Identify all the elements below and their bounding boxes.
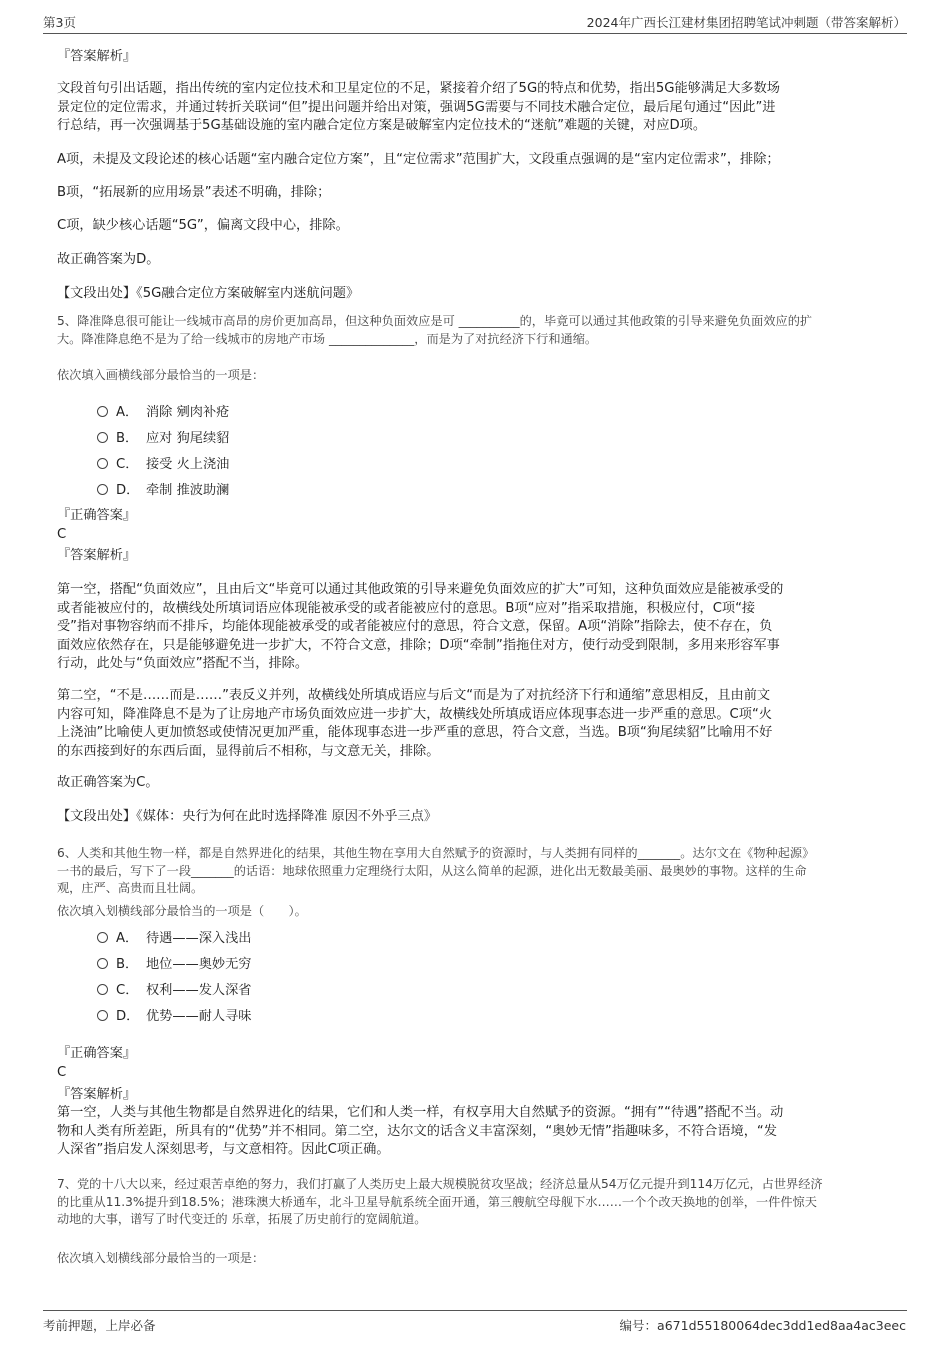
q5-stem-line: 大。降准降息绝不是为了给一线城市的房地产市场 ______________，而是为了对抗经济下行和通缩。: [57, 331, 598, 346]
footer-code-value: a671d55180064dec3dd1ed8aa4ac3eec: [657, 1318, 906, 1333]
q5-analysis-line: 的东西接到好的东西后面，显得前后不相称，与文意无关，排除。: [57, 743, 440, 759]
q5-conclusion: 故正确答案为C。: [57, 775, 159, 790]
page-number: 第3页: [43, 15, 76, 30]
q4-analysis-line: 行总结，再一次强调基于5G基础设施的室内融合定位方案是破解室内定位技术的“迷航”难题的关键，对应D项。: [57, 118, 707, 133]
option-letter: A．: [116, 405, 139, 420]
option-letter: D．: [116, 1009, 140, 1024]
q5-source: 【文段出处】《媒体：央行为何在此时选择降准 原因不外乎三点》: [57, 809, 438, 824]
q5-analysis-line: 内容可知，降准降息不是为了让房地产市场负面效应进一步扩大，故横线处所填成语应体现事态进一步严重的意思。C项“火: [57, 706, 772, 722]
option-text: 优势——耐人寻味: [146, 1009, 252, 1024]
q5-stem-line: 5、降准降息很可能让一线城市高昂的房价更加高昂，但这种负面效应是可 __________的，毕竟可以通过其他政策的引导来避免负面效应的扩: [57, 314, 813, 328]
q4-source: 【文段出处】《5G融合定位方案破解室内迷航问题》: [57, 286, 360, 301]
q5-analysis-line: 上浇油”比喻使人更加愤怒或使情况更加严重，能体现事态进一步严重的意思，符合文意，当选。B项“狗尾续貂”比喻用不好: [57, 725, 773, 740]
q6-option-c[interactable]: [97, 979, 252, 998]
option-text: 地位——奥妙无穷: [146, 957, 252, 972]
option-text: 接受 火上浇油: [146, 457, 230, 472]
footer-divider: [43, 1310, 907, 1311]
q5-option-a[interactable]: [97, 401, 229, 420]
radio-icon[interactable]: [97, 1010, 108, 1021]
q6-stem: [57, 845, 897, 898]
q6-analysis-label: 『答案解析』: [57, 1087, 137, 1102]
q4-option-a-note: A项，未提及文段论述的核心话题“室内融合定位方案”，且“定位需求”范围扩大，文段重点强调的是“室内定位需求”，排除；: [57, 152, 780, 167]
footer-code: [620, 1316, 906, 1334]
q5-analysis-line: 面效应依然存在，只是能够避免进一步扩大，不符合文意，排除；D项“牵制”指拖住对方，使行动受到限制，多用来形容军事: [57, 637, 780, 653]
q4-option-c-note: C项，缺少核心话题“5G”，偏离文段中心，排除。: [57, 218, 349, 233]
radio-icon[interactable]: [97, 484, 108, 495]
q7-stem-line: 的比重从11.3%提升到18.5%；港珠澳大桥通车，北斗卫星导航系统全面开通，第三艘航空母舰下水……一个个改天换地的创举，一件件惊天: [57, 1194, 817, 1209]
q5-analysis-label: 『答案解析』: [57, 548, 137, 563]
q6-answer-label: 『正确答案』: [57, 1046, 137, 1061]
radio-icon[interactable]: [97, 932, 108, 943]
q5-option-d[interactable]: [97, 479, 229, 498]
q5-answer-label: 『正确答案』: [57, 508, 137, 523]
q6-stem-line: 一书的最后，写下了一段_______的话语：地球依照重力定理绕行太阳，从这么简单的起源，进化出无数最美丽、最奥妙的事物。这样的生命: [57, 863, 807, 878]
radio-icon[interactable]: [97, 958, 108, 969]
q7-stem-line: 动地的大事，谱写了时代变迁的 乐章，拓展了历史前行的宽阔航道。: [57, 1212, 427, 1226]
option-letter: D．: [116, 483, 140, 498]
header-divider: [43, 33, 907, 34]
q5-option-c[interactable]: [97, 453, 229, 472]
q4-analysis: [57, 80, 897, 136]
q6-stem-line: 观，庄严、高贵而且壮阔。: [57, 881, 204, 895]
q6-answer: C: [57, 1065, 67, 1080]
option-text: 权利——发人深省: [146, 983, 252, 998]
q7-prompt: 依次填入划横线部分最恰当的一项是：: [57, 1251, 265, 1265]
q6-option-a[interactable]: [97, 927, 252, 946]
q4-analysis-line: 景定位的定位需求，并通过转折关联词“但”提出问题并给出对策，强调5G需要与不同技术融合定位，最后尾句通过“因此”进: [57, 99, 776, 115]
q6-option-b[interactable]: [97, 953, 252, 972]
footer-slogan: 考前押题，上岸必备: [43, 1318, 156, 1333]
q5-analysis-line: 或者能被应付的，故横线处所填词语应体现能被承受的或者能被应付的意思。B项“应对”指采取措施，积极应付，C项“接: [57, 600, 756, 616]
option-letter: A．: [116, 931, 139, 946]
q6-analysis: [57, 1104, 897, 1160]
option-letter: C．: [116, 457, 139, 472]
q6-stem-line: 6、人类和其他生物一样，都是自然界进化的结果，其他生物在享用大自然赋予的资源时，与人类拥有同样的_______。达尔文在《物种起源》: [57, 846, 815, 860]
q4-analysis-label: 『答案解析』: [57, 49, 137, 64]
option-letter: B．: [116, 431, 139, 446]
q4-option-b-note: B项，“拓展新的应用场景”表述不明确，排除；: [57, 185, 331, 200]
option-text: 牵制 推波助澜: [146, 483, 230, 498]
q5-option-b[interactable]: [97, 427, 229, 446]
q7-stem: [57, 1176, 897, 1229]
q6-option-d[interactable]: [97, 1005, 252, 1024]
radio-icon[interactable]: [97, 458, 108, 469]
q4-analysis-line: 文段首句引出话题，指出传统的室内定位技术和卫星定位的不足，紧接着介绍了5G的特点和优势，指出5G能够满足大多数场: [57, 81, 780, 96]
q5-answer: C: [57, 527, 67, 542]
document-title: 2024年广西长江建材集团招聘笔试冲刺题（带答案解析）: [586, 15, 906, 30]
radio-icon[interactable]: [97, 984, 108, 995]
q5-prompt: 依次填入画横线部分最恰当的一项是：: [57, 368, 265, 382]
q5-analysis-2: [57, 687, 897, 761]
q6-analysis-line: 人深省”指启发人深刻思考，与文意相符。因此C项正确。: [57, 1142, 390, 1157]
q6-analysis-line: 物和人类有所差距，所具有的“优势”并不相同。第二空，达尔文的话含义丰富深刻，“奥妙无情”指趣味多，不符合语境，“发: [57, 1123, 777, 1139]
q5-analysis-line: 受”指对事物容纳而不排斥，均能体现能被承受的或者能被应付的意思，符合文意，保留。A项“消除”指除去，使不存在，负: [57, 619, 773, 634]
q5-analysis-line: 第二空，“不是……而是……”表反义并列，故横线处所填成语应与后文“而是为了对抗经济下行和通缩”意思相反，且由前文: [57, 688, 771, 703]
option-text: 应对 狗尾续貂: [146, 431, 230, 446]
option-letter: C．: [116, 983, 139, 998]
option-letter: B．: [116, 957, 139, 972]
footer-code-label: 编号：: [619, 1318, 658, 1333]
q5-analysis-1: [57, 581, 897, 674]
radio-icon[interactable]: [97, 406, 108, 417]
q6-analysis-line: 第一空，人类与其他生物都是自然界进化的结果，它们和人类一样，有权享用大自然赋予的资源。“拥有”“待遇”搭配不当。动: [57, 1105, 784, 1120]
q5-analysis-line: 行动，此处与“负面效应”搭配不当，排除。: [57, 656, 309, 671]
q6-prompt: 依次填入划横线部分最恰当的一项是（ ）。: [57, 904, 307, 918]
q4-conclusion: 故正确答案为D。: [57, 252, 160, 267]
q5-stem: [57, 313, 897, 348]
option-text: 消除 剜肉补疮: [146, 405, 230, 420]
q7-stem-line: 7、党的十八大以来，经过艰苦卓绝的努力，我们打赢了人类历史上最大规模脱贫攻坚战；经济总量从54万亿元提升到114万亿元，占世界经济: [57, 1177, 823, 1191]
radio-icon[interactable]: [97, 432, 108, 443]
q5-analysis-line: 第一空，搭配“负面效应”，且由后文“毕竟可以通过其他政策的引导来避免负面效应的扩大”可知，这种负面效应是能被承受的: [57, 582, 784, 597]
option-text: 待遇——深入浅出: [146, 931, 252, 946]
